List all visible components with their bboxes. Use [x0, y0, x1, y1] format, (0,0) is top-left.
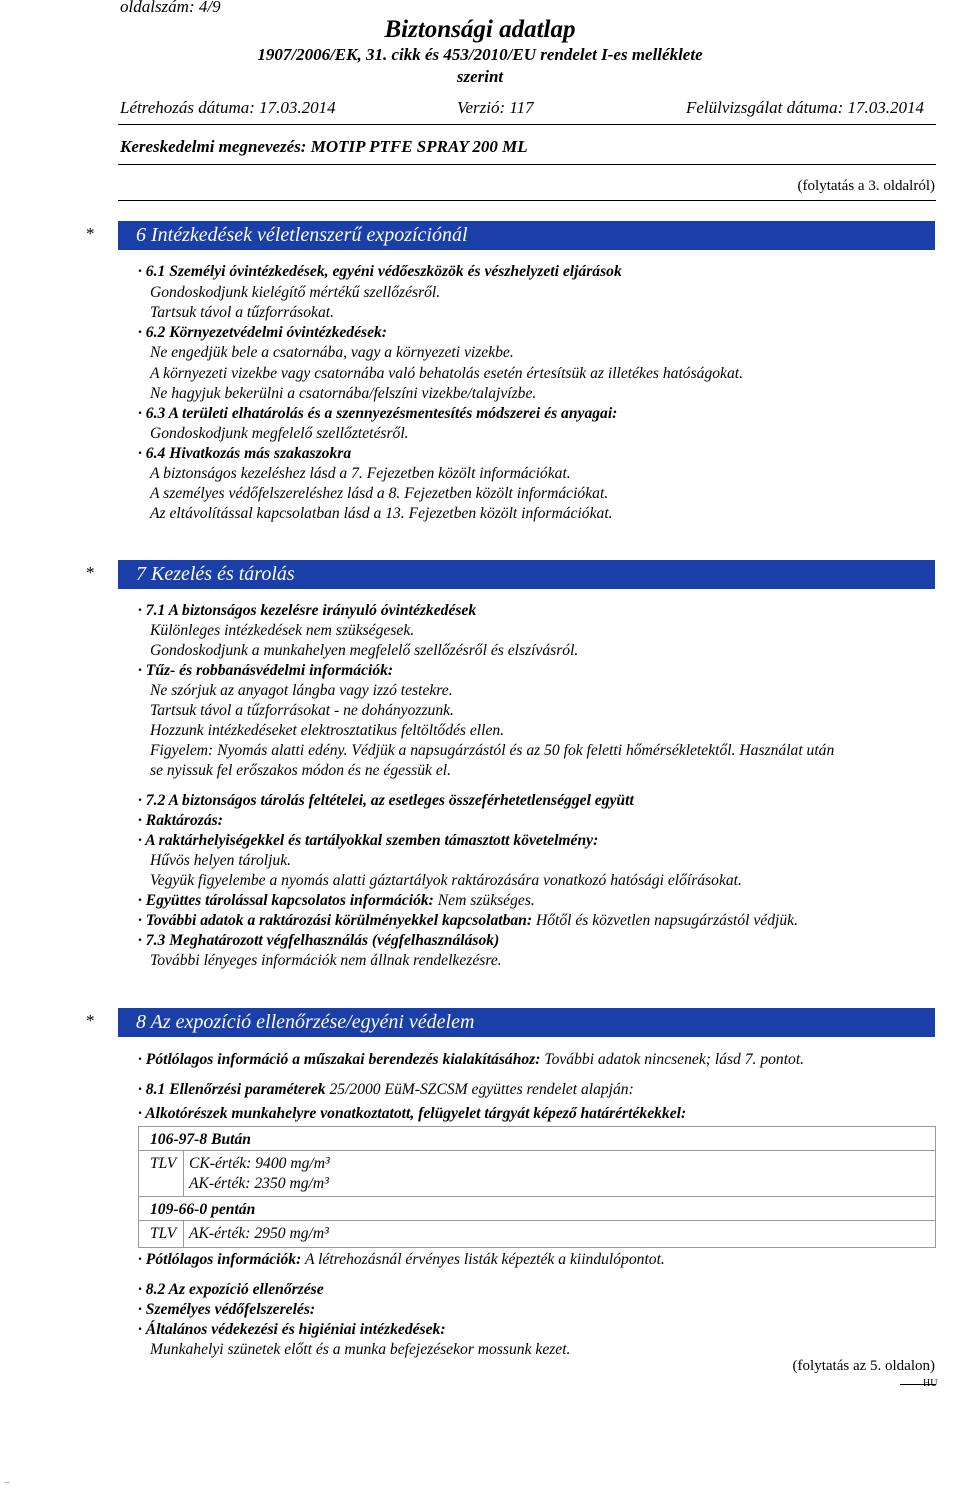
- section-title: 8 Az expozíció ellenőrzése/egyéni védelem: [136, 1011, 475, 1033]
- text-line: Figyelem: Nyomás alatti edény. Védjük a napsugárzástól és az 50 fok feletti hőmérsékletektől. Használat után: [150, 742, 835, 759]
- language-code: HU: [923, 1378, 938, 1389]
- text-line: Ne hagyjuk bekerülni a csatornába/felszíni vizekbe/talajvízbe.: [150, 385, 537, 402]
- created-date: Létrehozás dátuma: 17.03.2014: [120, 98, 336, 117]
- info-label: · Pótlólagos információk:: [138, 1251, 302, 1268]
- according-line: szerint: [456, 67, 504, 86]
- edge-mark: ...: [4, 1476, 10, 1485]
- changed-marker: *: [86, 224, 95, 243]
- text-line: Az eltávolítással kapcsolatban lásd a 13. Fejezetben közölt információkat.: [150, 505, 613, 522]
- section-6-header: [118, 221, 935, 250]
- text-line: Gondoskodjunk kielégítő mértékű szellőzésről.: [150, 284, 441, 301]
- header-divider: [118, 124, 936, 125]
- limit-value: AK-érték: 2950 mg/m³: [189, 1225, 329, 1242]
- changed-marker: *: [86, 1011, 95, 1030]
- inline-info: [138, 911, 798, 931]
- limit-type: TLV: [150, 1225, 177, 1242]
- section-title: 6 Intézkedések véletlenszerű expozíciónál: [136, 224, 468, 246]
- inline-info: [138, 1050, 804, 1070]
- inline-info: [138, 891, 535, 911]
- text-line: Hozzunk intézkedéseket elektrosztatikus feltöltődés ellen.: [150, 722, 505, 739]
- section-title: 7 Kezelés és tárolás: [136, 563, 295, 585]
- text-line: Különleges intézkedések nem szükségesek.: [150, 622, 415, 639]
- text-line: Gondoskodjunk megfelelő szellőztetésről.: [150, 425, 409, 442]
- info-label: · Együttes tárolással kapcsolatos információk:: [138, 892, 434, 909]
- limit-type: TLV: [150, 1155, 177, 1172]
- table-divider: [138, 1220, 936, 1221]
- subsection-heading: · Raktározás:: [138, 812, 223, 829]
- revised-date: Felülvizsgálat dátuma: 17.03.2014: [686, 98, 924, 117]
- info-label: · További adatok a raktározási körülményekkel kapcsolatban:: [138, 912, 533, 929]
- continued-divider: [118, 200, 936, 201]
- section-7-header: [118, 560, 935, 589]
- table-divider: [138, 1150, 936, 1151]
- text-line: Gondoskodjunk a munkahelyen megfelelő szellőzésről és elszívásról.: [150, 642, 579, 659]
- product-name: Kereskedelmi megnevezés: MOTIP PTFE SPRAY 200 ML: [120, 137, 528, 156]
- text-line: A környezeti vizekbe vagy csatornába való behatolás esetén értesítsük az illetékes hatóságokat.: [150, 365, 743, 382]
- subsection-heading: · Általános védekezési és higiéniai intézkedések:: [138, 1321, 446, 1338]
- inline-info: [138, 1250, 665, 1270]
- subsection-heading: · 7.3 Meghatározott végfelhasználás (végfelhasználások): [138, 932, 500, 949]
- table-divider: [183, 1150, 184, 1196]
- subsection-heading: · 6.4 Hivatkozás más szakaszokra: [138, 445, 352, 462]
- limit-value: CK-érték: 9400 mg/m³: [189, 1155, 330, 1172]
- section-8-header: [118, 1008, 935, 1037]
- subsection-heading: · 8.2 Az expozíció ellenőrzése: [138, 1281, 324, 1298]
- version: Verzió: 117: [457, 98, 534, 117]
- subsection-heading: · Személyes védőfelszerelés:: [138, 1301, 316, 1318]
- table-divider: [138, 1196, 936, 1197]
- changed-marker: *: [86, 563, 95, 582]
- text-line: A személyes védőfelszereléshez lásd a 8. Fejezetben közölt információkat.: [150, 485, 609, 502]
- subsection-heading: · A raktárhelyiségekkel és tartályokkal szemben támasztott követelmény:: [138, 832, 599, 849]
- text-line: Vegyük figyelembe a nyomás alatti gáztartályok raktározására vonatkozó hatósági előírásokat.: [150, 872, 742, 889]
- substance-name: 106-97-8 Bután: [150, 1131, 251, 1148]
- info-value: További adatok nincsenek; lásd 7. pontot.: [544, 1051, 805, 1068]
- substance-name: 109-66-0 pentán: [150, 1201, 256, 1218]
- subsection-heading: · 6.3 A területi elhatárolás és a szennyezésmentesítés módszerei és anyagai:: [138, 405, 618, 422]
- regulation-line: 1907/2006/EK, 31. cikk és 453/2010/EU rendelet I-es melléklete: [257, 45, 703, 64]
- limit-value: AK-érték: 2350 mg/m³: [189, 1175, 329, 1192]
- subsection-heading: · Alkotórészek munkahelyre vonatkoztatott, felügyelet tárgyát képező határértékekkel:: [138, 1105, 687, 1122]
- subsection-heading: · 6.2 Környezetvédelmi óvintézkedések:: [138, 324, 388, 341]
- info-label: · Pótlólagos információ a műszakai berendezés kialakításához:: [138, 1051, 541, 1068]
- text-line: További lényeges információk nem állnak rendelkezésre.: [150, 952, 502, 969]
- info-label: · 8.1 Ellenőrzési paraméterek: [138, 1081, 326, 1098]
- subsection-heading: · 6.1 Személyi óvintézkedések, egyéni védőeszközök és vészhelyzeti eljárások: [138, 263, 622, 280]
- info-value: Nem szükséges.: [437, 892, 535, 909]
- text-line: se nyissuk fel erőszakos módon és ne égessük el.: [150, 762, 451, 779]
- subsection-heading: · 7.2 A biztonságos tárolás feltételei, az esetleges összeférhetetlenséggel együtt: [138, 792, 634, 809]
- text-line: A biztonságos kezeléshez lásd a 7. Fejezetben közölt információkat.: [150, 465, 571, 482]
- info-value: Hőtől és közvetlen napsugárzástól védjük.: [535, 912, 798, 929]
- text-line: Hűvös helyen tároljuk.: [150, 852, 292, 869]
- info-value: A létrehozásnál érvényes listák képezték a kiindulópontot.: [304, 1251, 665, 1268]
- document-title: Biztonsági adatlap: [384, 16, 576, 43]
- subsection-heading: · Tűz- és robbanásvédelmi információk:: [138, 662, 394, 679]
- text-line: Munkahelyi szünetek előtt és a munka befejezésekor mossunk kezet.: [150, 1341, 571, 1358]
- continued-from: (folytatás a 3. oldalról): [797, 178, 935, 194]
- text-line: Ne engedjük bele a csatornába, vagy a környezeti vizekbe.: [150, 344, 514, 361]
- text-line: Tartsuk távol a tűzforrásokat - ne dohányozzunk.: [150, 702, 454, 719]
- text-line: Ne szórjuk az anyagot lángba vagy izzó testekre.: [150, 682, 453, 699]
- product-divider: [118, 164, 936, 165]
- text-line: Tartsuk távol a tűzforrásokat.: [150, 304, 334, 321]
- inline-info: [138, 1080, 634, 1100]
- page-number: oldalszám: 4/9: [120, 0, 221, 16]
- info-value: 25/2000 EüM-SZCSM együttes rendelet alapján:: [329, 1081, 634, 1098]
- continued-to: (folytatás az 5. oldalon): [792, 1358, 935, 1374]
- subsection-heading: · 7.1 A biztonságos kezelésre irányuló óvintézkedések: [138, 602, 477, 619]
- table-divider: [183, 1220, 184, 1248]
